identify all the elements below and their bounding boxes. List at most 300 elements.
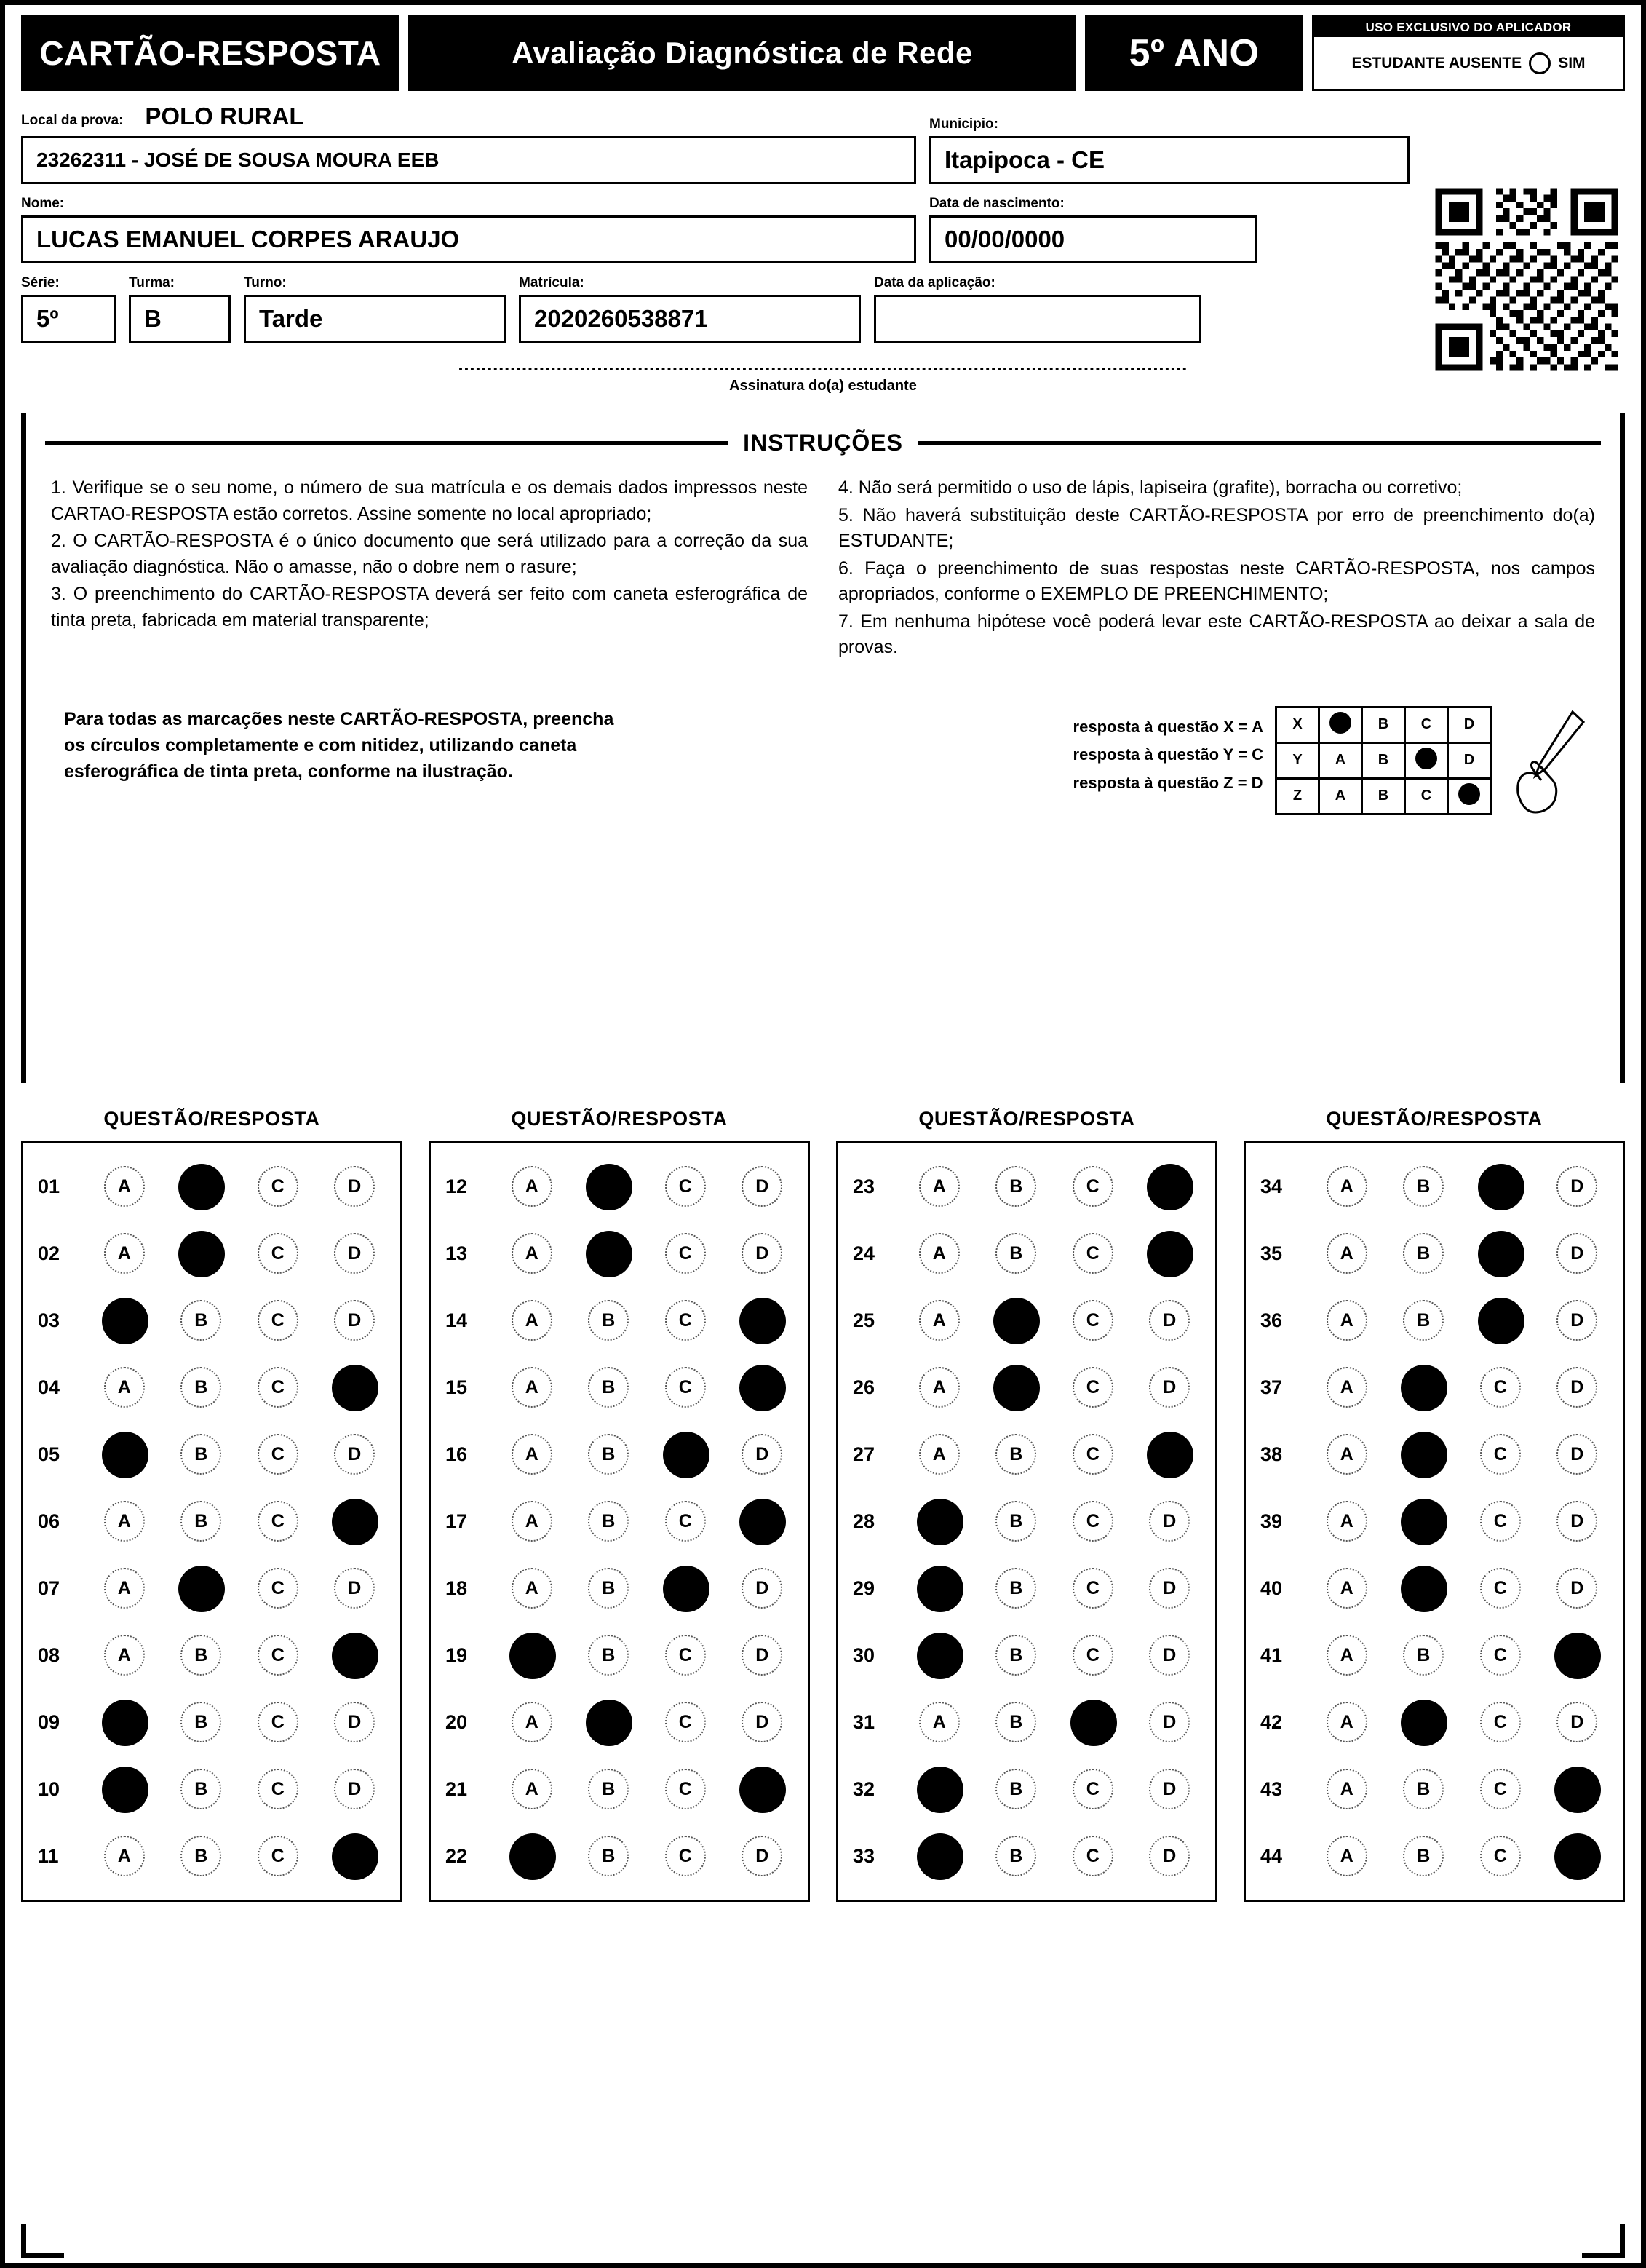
option-c[interactable]: C: [258, 1166, 298, 1207]
answer-row[interactable]: [846, 1354, 1208, 1421]
matricula-field: 2020260538871: [519, 295, 861, 343]
option-d[interactable]: D: [334, 1233, 375, 1274]
option-d[interactable]: D: [1556, 1434, 1597, 1475]
option-a[interactable]: A: [919, 1434, 960, 1475]
option-group[interactable]: [86, 1300, 393, 1341]
answer-column-box[interactable]: [429, 1141, 810, 1902]
option-c[interactable]: [665, 1568, 706, 1609]
answer-row[interactable]: [846, 1488, 1208, 1555]
option-b[interactable]: B: [588, 1836, 629, 1876]
option-c[interactable]: C: [258, 1367, 298, 1408]
option-b[interactable]: B: [588, 1434, 629, 1475]
option-a[interactable]: A: [512, 1434, 552, 1475]
answer-row[interactable]: [1253, 1220, 1615, 1287]
option-b[interactable]: [1403, 1367, 1444, 1408]
option-b[interactable]: [180, 1568, 221, 1609]
answer-row[interactable]: [438, 1220, 800, 1287]
option-c[interactable]: C: [665, 1300, 706, 1341]
option-c[interactable]: C: [665, 1367, 706, 1408]
question-number: 14: [445, 1309, 468, 1331]
instructions-right-column: [838, 475, 1595, 662]
option-c[interactable]: C: [258, 1434, 298, 1475]
option-a[interactable]: [919, 1568, 960, 1609]
option-b[interactable]: B: [588, 1568, 629, 1609]
answer-row[interactable]: [438, 1287, 800, 1354]
option-a[interactable]: A: [919, 1702, 960, 1742]
option-c[interactable]: C: [258, 1702, 298, 1742]
exam-title: Avaliação Diagnóstica de Rede: [408, 15, 1076, 91]
option-d[interactable]: D: [1149, 1501, 1190, 1542]
option-c[interactable]: C: [258, 1635, 298, 1676]
option-b[interactable]: B: [995, 1434, 1036, 1475]
absent-field[interactable]: [1314, 37, 1623, 89]
answer-row[interactable]: [31, 1287, 393, 1354]
option-b[interactable]: B: [588, 1635, 629, 1676]
option-b[interactable]: B: [180, 1367, 221, 1408]
option-b[interactable]: B: [1403, 1233, 1444, 1274]
question-number: 33: [853, 1844, 875, 1867]
answer-row[interactable]: [1253, 1756, 1615, 1823]
option-b[interactable]: B: [1403, 1836, 1444, 1876]
option-a[interactable]: [919, 1769, 960, 1809]
option-d[interactable]: [1149, 1233, 1190, 1274]
option-c[interactable]: C: [1480, 1769, 1521, 1809]
option-d[interactable]: [1556, 1769, 1597, 1809]
option-group[interactable]: [901, 1233, 1208, 1274]
option-c[interactable]: [1480, 1300, 1521, 1341]
answer-row[interactable]: [846, 1555, 1208, 1622]
question-number: 34: [1260, 1175, 1283, 1197]
option-d[interactable]: D: [742, 1568, 782, 1609]
option-group[interactable]: [901, 1367, 1208, 1408]
option-a[interactable]: A: [512, 1501, 552, 1542]
answer-row[interactable]: [438, 1555, 800, 1622]
option-a[interactable]: A: [104, 1836, 145, 1876]
option-d[interactable]: [742, 1300, 782, 1341]
absent-yes-label: SIM: [1558, 54, 1586, 71]
option-c[interactable]: C: [1073, 1635, 1113, 1676]
option-c[interactable]: C: [1073, 1501, 1113, 1542]
option-d[interactable]: [334, 1367, 375, 1408]
answer-grid[interactable]: [21, 1108, 1625, 1902]
answer-row[interactable]: [31, 1823, 393, 1890]
option-group[interactable]: [901, 1769, 1208, 1809]
option-c[interactable]: C: [1480, 1367, 1521, 1408]
answer-row[interactable]: [1253, 1823, 1615, 1890]
option-a[interactable]: A: [104, 1635, 145, 1676]
option-group[interactable]: [86, 1836, 393, 1876]
question-number: 35: [1260, 1242, 1283, 1264]
answer-row[interactable]: [31, 1622, 393, 1689]
option-a[interactable]: [919, 1501, 960, 1542]
option-b[interactable]: B: [1403, 1166, 1444, 1207]
option-b[interactable]: [1403, 1434, 1444, 1475]
option-d[interactable]: D: [742, 1702, 782, 1742]
option-a[interactable]: A: [104, 1233, 145, 1274]
option-a[interactable]: A: [104, 1166, 145, 1207]
option-d[interactable]: [1149, 1166, 1190, 1207]
signature-line[interactable]: [459, 368, 1187, 370]
answer-row[interactable]: [846, 1823, 1208, 1890]
option-a[interactable]: A: [512, 1166, 552, 1207]
option-a[interactable]: A: [919, 1166, 960, 1207]
option-d[interactable]: D: [334, 1769, 375, 1809]
option-group[interactable]: [493, 1434, 800, 1475]
option-d[interactable]: [1556, 1836, 1597, 1876]
option-group[interactable]: [1308, 1836, 1615, 1876]
option-group[interactable]: [493, 1769, 800, 1809]
option-b[interactable]: [995, 1367, 1036, 1408]
option-a[interactable]: A: [512, 1702, 552, 1742]
option-group[interactable]: [1308, 1367, 1615, 1408]
answer-row[interactable]: [1253, 1622, 1615, 1689]
option-a[interactable]: A: [512, 1769, 552, 1809]
option-d[interactable]: D: [742, 1166, 782, 1207]
answer-row[interactable]: [438, 1823, 800, 1890]
option-d[interactable]: D: [1149, 1367, 1190, 1408]
option-c[interactable]: C: [258, 1769, 298, 1809]
option-d[interactable]: [742, 1501, 782, 1542]
question-number: 10: [38, 1777, 60, 1800]
option-a[interactable]: A: [1327, 1568, 1367, 1609]
option-group[interactable]: [493, 1635, 800, 1676]
option-d[interactable]: D: [334, 1166, 375, 1207]
option-d[interactable]: D: [1149, 1836, 1190, 1876]
option-a[interactable]: A: [1327, 1233, 1367, 1274]
option-b[interactable]: B: [1403, 1635, 1444, 1676]
option-d[interactable]: [742, 1367, 782, 1408]
option-c[interactable]: C: [1073, 1166, 1113, 1207]
answer-row[interactable]: [438, 1354, 800, 1421]
answer-row[interactable]: [1253, 1354, 1615, 1421]
option-c[interactable]: C: [1073, 1233, 1113, 1274]
option-d[interactable]: D: [1556, 1166, 1597, 1207]
option-b[interactable]: [588, 1702, 629, 1742]
option-group[interactable]: [493, 1166, 800, 1207]
answer-column-box[interactable]: [1244, 1141, 1625, 1902]
option-c[interactable]: C: [1073, 1434, 1113, 1475]
option-b[interactable]: B: [995, 1635, 1036, 1676]
option-b[interactable]: [1403, 1568, 1444, 1609]
option-b[interactable]: B: [180, 1836, 221, 1876]
answer-row[interactable]: [31, 1555, 393, 1622]
option-b[interactable]: B: [180, 1300, 221, 1341]
instruction-item: 2. O CARTÃO-RESPOSTA é o único documento que será utilizado para a correção da sua avaliação diagnóstica. Não o amasse, não o dobre nem o rasure;: [51, 531, 808, 577]
option-b[interactable]: B: [1403, 1769, 1444, 1809]
nome-label: Nome:: [21, 196, 65, 211]
option-a[interactable]: [512, 1635, 552, 1676]
option-c[interactable]: C: [1073, 1769, 1113, 1809]
option-a[interactable]: [104, 1702, 145, 1742]
option-b[interactable]: B: [588, 1367, 629, 1408]
option-group[interactable]: [86, 1769, 393, 1809]
option-c[interactable]: [1480, 1233, 1521, 1274]
option-a[interactable]: [104, 1434, 145, 1475]
option-group[interactable]: [86, 1702, 393, 1742]
answer-row[interactable]: [31, 1220, 393, 1287]
option-c[interactable]: C: [1480, 1434, 1521, 1475]
answer-row[interactable]: [438, 1756, 800, 1823]
option-a[interactable]: A: [104, 1501, 145, 1542]
answer-row[interactable]: [846, 1622, 1208, 1689]
answer-row[interactable]: [1253, 1689, 1615, 1756]
answer-row[interactable]: [31, 1153, 393, 1220]
answer-row[interactable]: [1253, 1287, 1615, 1354]
option-d[interactable]: D: [1556, 1702, 1597, 1742]
option-c[interactable]: C: [1073, 1367, 1113, 1408]
option-group[interactable]: [86, 1434, 393, 1475]
option-b[interactable]: B: [1403, 1300, 1444, 1341]
answer-row[interactable]: [846, 1689, 1208, 1756]
option-c[interactable]: C: [1480, 1635, 1521, 1676]
option-group[interactable]: [1308, 1300, 1615, 1341]
option-d[interactable]: D: [1149, 1769, 1190, 1809]
answer-row[interactable]: [31, 1421, 393, 1488]
answer-row[interactable]: [31, 1488, 393, 1555]
option-c[interactable]: C: [1480, 1568, 1521, 1609]
answer-row[interactable]: [846, 1756, 1208, 1823]
answer-column-box[interactable]: [836, 1141, 1217, 1902]
option-a[interactable]: A: [512, 1568, 552, 1609]
instruction-item: 5. Não haverá substituição deste CARTÃO-RESPOSTA por erro de preenchimento do(a) ESTUDANTE;: [838, 504, 1595, 551]
option-c[interactable]: C: [665, 1702, 706, 1742]
option-group[interactable]: [901, 1836, 1208, 1876]
question-number: 17: [445, 1510, 468, 1532]
option-b[interactable]: B: [995, 1836, 1036, 1876]
option-c[interactable]: C: [1073, 1300, 1113, 1341]
answer-row[interactable]: [438, 1488, 800, 1555]
option-group[interactable]: [901, 1501, 1208, 1542]
option-a[interactable]: A: [919, 1367, 960, 1408]
answer-row[interactable]: [31, 1756, 393, 1823]
option-d[interactable]: D: [1556, 1568, 1597, 1609]
answer-row[interactable]: [31, 1354, 393, 1421]
option-d[interactable]: [334, 1501, 375, 1542]
option-group[interactable]: [493, 1836, 800, 1876]
option-d[interactable]: D: [334, 1568, 375, 1609]
option-b[interactable]: [588, 1233, 629, 1274]
option-b[interactable]: B: [995, 1501, 1036, 1542]
option-group[interactable]: [1308, 1568, 1615, 1609]
option-c[interactable]: C: [1480, 1702, 1521, 1742]
option-b[interactable]: B: [180, 1635, 221, 1676]
answer-row[interactable]: [846, 1287, 1208, 1354]
option-d[interactable]: D: [1556, 1300, 1597, 1341]
answer-row[interactable]: [438, 1153, 800, 1220]
option-a[interactable]: [919, 1635, 960, 1676]
answer-row[interactable]: [846, 1421, 1208, 1488]
option-c[interactable]: C: [258, 1233, 298, 1274]
option-b[interactable]: [588, 1166, 629, 1207]
option-a[interactable]: A: [1327, 1501, 1367, 1542]
option-group[interactable]: [1308, 1501, 1615, 1542]
option-b[interactable]: B: [588, 1501, 629, 1542]
option-a[interactable]: [104, 1769, 145, 1809]
option-a[interactable]: A: [1327, 1166, 1367, 1207]
option-a[interactable]: A: [104, 1568, 145, 1609]
option-b[interactable]: [180, 1233, 221, 1274]
option-a[interactable]: A: [1327, 1769, 1367, 1809]
option-group[interactable]: [1308, 1233, 1615, 1274]
option-group[interactable]: [901, 1434, 1208, 1475]
option-b[interactable]: B: [995, 1568, 1036, 1609]
answer-row[interactable]: [846, 1220, 1208, 1287]
option-b[interactable]: B: [995, 1166, 1036, 1207]
option-group[interactable]: [493, 1568, 800, 1609]
option-a[interactable]: A: [512, 1233, 552, 1274]
option-c[interactable]: C: [665, 1769, 706, 1809]
option-d[interactable]: D: [742, 1836, 782, 1876]
option-a[interactable]: A: [512, 1300, 552, 1341]
option-a[interactable]: A: [919, 1300, 960, 1341]
filled-bubble-icon: [1415, 748, 1437, 769]
option-c[interactable]: C: [258, 1300, 298, 1341]
option-b[interactable]: [1403, 1501, 1444, 1542]
option-c[interactable]: C: [258, 1836, 298, 1876]
option-c[interactable]: [1480, 1166, 1521, 1207]
option-group[interactable]: [1308, 1434, 1615, 1475]
option-c[interactable]: [1073, 1702, 1113, 1742]
question-number: 13: [445, 1242, 468, 1264]
answer-row[interactable]: [438, 1421, 800, 1488]
option-d[interactable]: D: [1149, 1635, 1190, 1676]
option-c[interactable]: C: [665, 1836, 706, 1876]
option-c[interactable]: C: [1073, 1836, 1113, 1876]
example-cell: C: [1405, 778, 1448, 814]
option-d[interactable]: D: [742, 1233, 782, 1274]
option-b[interactable]: B: [180, 1702, 221, 1742]
answer-row[interactable]: [438, 1622, 800, 1689]
question-number: 31: [853, 1710, 875, 1733]
question-number: 26: [853, 1376, 875, 1398]
answer-row[interactable]: [31, 1689, 393, 1756]
option-a[interactable]: A: [104, 1367, 145, 1408]
option-b[interactable]: B: [995, 1233, 1036, 1274]
option-group[interactable]: [901, 1568, 1208, 1609]
option-group[interactable]: [1308, 1166, 1615, 1207]
option-c[interactable]: [665, 1434, 706, 1475]
option-d[interactable]: D: [742, 1635, 782, 1676]
option-b[interactable]: B: [180, 1434, 221, 1475]
absent-label: ESTUDANTE AUSENTE: [1351, 54, 1522, 71]
option-group[interactable]: [86, 1568, 393, 1609]
option-a[interactable]: A: [1327, 1635, 1367, 1676]
option-b[interactable]: B: [180, 1769, 221, 1809]
absent-bubble-icon[interactable]: [1529, 52, 1551, 74]
option-b[interactable]: B: [588, 1300, 629, 1341]
answer-row[interactable]: [1253, 1153, 1615, 1220]
option-c[interactable]: C: [1480, 1836, 1521, 1876]
option-c[interactable]: C: [665, 1635, 706, 1676]
instruction-item: 7. Em nenhuma hipótese você poderá levar este CARTÃO-RESPOSTA ao deixar a sala de provas.: [838, 611, 1595, 657]
option-group[interactable]: [493, 1367, 800, 1408]
option-a[interactable]: A: [1327, 1702, 1367, 1742]
example-row-label: X: [1276, 707, 1319, 742]
option-a[interactable]: [919, 1836, 960, 1876]
example-cell: D: [1448, 707, 1491, 742]
fill-example: [1073, 706, 1591, 815]
answer-row[interactable]: [438, 1689, 800, 1756]
option-c[interactable]: C: [665, 1233, 706, 1274]
option-d[interactable]: [742, 1769, 782, 1809]
option-c[interactable]: C: [665, 1166, 706, 1207]
answer-row[interactable]: [1253, 1488, 1615, 1555]
option-b[interactable]: [995, 1300, 1036, 1341]
option-d[interactable]: D: [1556, 1501, 1597, 1542]
option-group[interactable]: [901, 1635, 1208, 1676]
option-a[interactable]: A: [512, 1367, 552, 1408]
answer-row[interactable]: [1253, 1421, 1615, 1488]
answer-column-box[interactable]: [21, 1141, 402, 1902]
option-group[interactable]: [86, 1166, 393, 1207]
option-c[interactable]: C: [258, 1501, 298, 1542]
option-group[interactable]: [493, 1702, 800, 1742]
option-group[interactable]: [493, 1233, 800, 1274]
option-group[interactable]: [901, 1300, 1208, 1341]
option-a[interactable]: A: [1327, 1434, 1367, 1475]
option-d[interactable]: D: [334, 1300, 375, 1341]
option-a[interactable]: [104, 1300, 145, 1341]
option-d[interactable]: D: [1149, 1702, 1190, 1742]
example-cell-marked: [1405, 742, 1448, 778]
option-b[interactable]: B: [180, 1501, 221, 1542]
option-d[interactable]: [1556, 1635, 1597, 1676]
option-a[interactable]: A: [919, 1233, 960, 1274]
option-d[interactable]: D: [334, 1434, 375, 1475]
option-b[interactable]: B: [995, 1702, 1036, 1742]
option-b[interactable]: [1403, 1702, 1444, 1742]
option-group[interactable]: [86, 1635, 393, 1676]
option-d[interactable]: D: [1556, 1233, 1597, 1274]
option-b[interactable]: B: [588, 1769, 629, 1809]
option-b[interactable]: [180, 1166, 221, 1207]
instructions-left-column: [51, 475, 808, 662]
question-number: 20: [445, 1710, 468, 1733]
option-d[interactable]: [1149, 1434, 1190, 1475]
answer-row[interactable]: [1253, 1555, 1615, 1622]
option-group[interactable]: [901, 1702, 1208, 1742]
option-group[interactable]: [1308, 1702, 1615, 1742]
option-b[interactable]: B: [995, 1769, 1036, 1809]
option-a[interactable]: A: [1327, 1367, 1367, 1408]
option-d[interactable]: [334, 1836, 375, 1876]
option-c[interactable]: C: [258, 1568, 298, 1609]
option-a[interactable]: A: [1327, 1300, 1367, 1341]
option-d[interactable]: D: [334, 1702, 375, 1742]
option-group[interactable]: [493, 1300, 800, 1341]
option-d[interactable]: [334, 1635, 375, 1676]
option-d[interactable]: D: [1556, 1367, 1597, 1408]
option-d[interactable]: D: [1149, 1568, 1190, 1609]
signature-area[interactable]: [21, 368, 1625, 394]
option-c[interactable]: C: [665, 1501, 706, 1542]
option-group[interactable]: [86, 1233, 393, 1274]
option-group[interactable]: [901, 1166, 1208, 1207]
option-c[interactable]: C: [1480, 1501, 1521, 1542]
option-group[interactable]: [86, 1501, 393, 1542]
option-a[interactable]: A: [1327, 1836, 1367, 1876]
option-a[interactable]: [512, 1836, 552, 1876]
answer-row[interactable]: [846, 1153, 1208, 1220]
option-c[interactable]: C: [1073, 1568, 1113, 1609]
option-d[interactable]: D: [742, 1434, 782, 1475]
question-number: 16: [445, 1443, 468, 1465]
option-d[interactable]: D: [1149, 1300, 1190, 1341]
option-group[interactable]: [1308, 1769, 1615, 1809]
option-group[interactable]: [86, 1367, 393, 1408]
option-group[interactable]: [1308, 1635, 1615, 1676]
option-group[interactable]: [493, 1501, 800, 1542]
